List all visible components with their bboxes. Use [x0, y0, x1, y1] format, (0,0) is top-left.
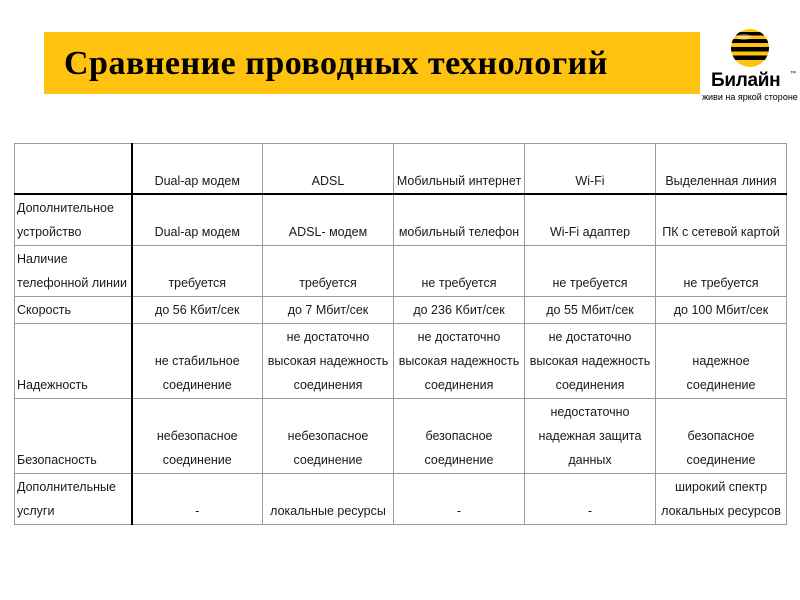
logo-slogan: живи на яркой стороне: [702, 92, 798, 102]
cell-text: -: [456, 503, 462, 518]
table-cell: [525, 296, 656, 323]
table-cell: [525, 323, 656, 398]
cell-text: недостаточно: [550, 404, 630, 419]
row-header-cell: [15, 323, 132, 398]
comparison-table: [14, 143, 787, 525]
row-header-text: устройство: [17, 224, 82, 239]
cell-text: -: [195, 503, 200, 518]
cell-text: -: [587, 503, 593, 518]
cell-text: соединение: [686, 377, 756, 392]
cell-text: безопасное: [687, 428, 755, 443]
table-cell: [394, 194, 525, 246]
cell-text: соединение: [162, 452, 232, 467]
table-cell: [132, 323, 263, 398]
cell-text: ADSL- модем: [288, 224, 368, 239]
row-header-text: Скорость: [17, 302, 71, 317]
table-cell: [394, 323, 525, 398]
table-row: [15, 398, 787, 473]
row-header-text: Наличие: [17, 251, 68, 266]
row-header-text: Безопасность: [17, 452, 97, 467]
table-row: [15, 296, 787, 323]
row-header-cell: [15, 194, 132, 246]
table-cell: [394, 473, 525, 524]
table-cell: [525, 194, 656, 246]
cell-text: соединение: [424, 452, 494, 467]
cell-text: соединение: [293, 452, 363, 467]
table-cell: [656, 473, 787, 524]
table-cell: [132, 194, 263, 246]
beeline-logo: [700, 28, 800, 108]
cell-text: не требуется: [552, 275, 628, 290]
table-cell: [132, 398, 263, 473]
table-cell: [132, 245, 263, 296]
table-cell: [263, 296, 394, 323]
cell-text: небезопасное: [287, 428, 369, 443]
cell-text: Dual-ap модем: [154, 224, 240, 239]
cell-text: соединение: [686, 452, 756, 467]
cell-text: высокая надежность: [529, 353, 651, 368]
cell-text: безопасное: [425, 428, 493, 443]
cell-text: высокая надежность: [398, 353, 520, 368]
cell-text: высокая надежность: [267, 353, 389, 368]
table-cell: [656, 398, 787, 473]
row-header-cell: [15, 296, 132, 323]
row-header-text: услуги: [17, 503, 55, 518]
cell-text: до 100 Мбит/сек: [673, 302, 769, 317]
row-header-text: Дополнительное: [17, 200, 114, 215]
cell-text: до 7 Мбит/сек: [287, 302, 369, 317]
row-header-cell: [15, 473, 132, 524]
table-cell: [656, 194, 787, 246]
cell-text: требуется: [299, 275, 357, 290]
cell-text: требуется: [168, 275, 227, 290]
cell-text: не требуется: [421, 275, 497, 290]
title-banner: [44, 32, 700, 94]
cell-text: надежная защита: [538, 428, 642, 443]
table-cell: [263, 323, 394, 398]
column-header: Wi-Fi: [525, 144, 656, 194]
table-cell: [394, 245, 525, 296]
table-row: [15, 194, 787, 246]
row-header-text: Дополнительные: [17, 479, 116, 494]
table-cell: [132, 473, 263, 524]
column-header: Мобильный интернет: [394, 144, 525, 194]
table-cell: [263, 245, 394, 296]
cell-text: соединения: [555, 377, 625, 392]
cell-text: соединения: [424, 377, 494, 392]
cell-text: до 236 Кбит/сек: [413, 302, 505, 317]
row-header-cell: [15, 398, 132, 473]
logo-brand-text: Билайн: [711, 70, 781, 91]
cell-text: небезопасное: [156, 428, 238, 443]
cell-text: не стабильное: [154, 353, 240, 368]
cell-text: Wi-Fi адаптер: [549, 224, 631, 239]
table-row: [15, 245, 787, 296]
cell-text: до 55 Мбит/сек: [546, 302, 634, 317]
cell-text: локальные ресурсы: [270, 503, 386, 518]
column-header: Dual-ap модем: [132, 144, 263, 194]
table-row: [15, 323, 787, 398]
table-cell: [394, 398, 525, 473]
cell-text: данных: [568, 452, 612, 467]
table-cell: [525, 245, 656, 296]
row-header-text: телефонной линии: [17, 275, 127, 290]
table-cell: [263, 398, 394, 473]
row-header-text: Надежность: [17, 377, 88, 392]
cell-text: надежное: [692, 353, 750, 368]
table-cell: [263, 194, 394, 246]
table-cell: [263, 473, 394, 524]
table-header-row: [15, 144, 787, 194]
cell-text: не достаточно: [417, 329, 501, 344]
column-header: Выделенная линия: [656, 144, 787, 194]
cell-text: соединения: [293, 377, 363, 392]
table-cell: [525, 473, 656, 524]
cell-text: не достаточно: [548, 329, 632, 344]
table-cell: [656, 296, 787, 323]
header-corner-cell: [15, 144, 132, 194]
beeline-logo-icon: [730, 28, 770, 68]
column-header: ADSL: [263, 144, 394, 194]
cell-text: до 56 Кбит/сек: [155, 302, 240, 317]
table-cell: [525, 398, 656, 473]
cell-text: ПК с сетевой картой: [662, 224, 780, 239]
cell-text: не требуется: [683, 275, 759, 290]
table-cell: [656, 245, 787, 296]
logo-trademark: ™: [790, 71, 796, 77]
cell-text: соединение: [162, 377, 232, 392]
cell-text: не достаточно: [286, 329, 370, 344]
cell-text: широкий спектр: [674, 479, 768, 494]
row-header-cell: [15, 245, 132, 296]
table-cell: [656, 323, 787, 398]
comparison-table-container: [14, 143, 786, 518]
slide-title: Сравнение проводных технологий: [64, 45, 608, 82]
table-row: [15, 473, 787, 524]
cell-text: локальных ресурсов: [661, 503, 781, 518]
cell-text: мобильный телефон: [398, 224, 520, 239]
table-cell: [132, 296, 263, 323]
table-cell: [394, 296, 525, 323]
